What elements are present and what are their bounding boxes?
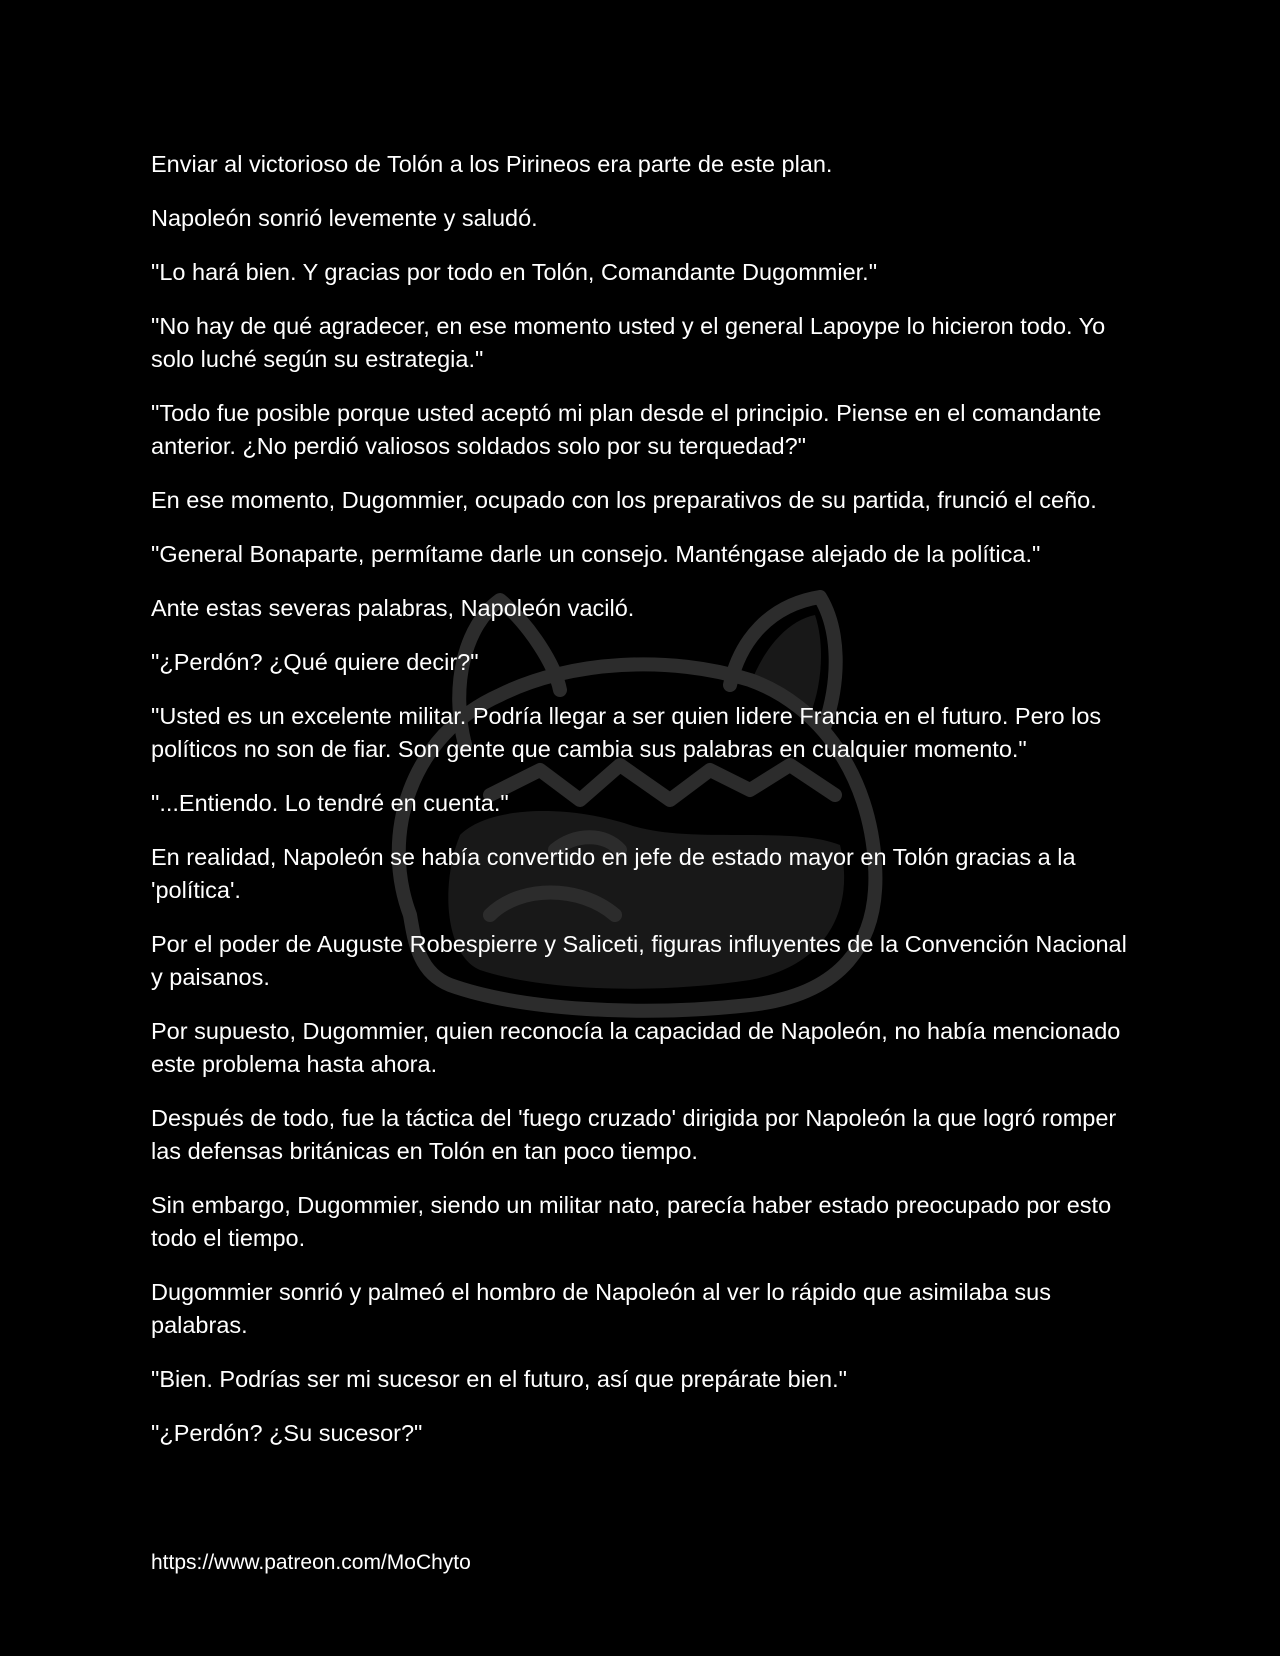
paragraph: En ese momento, Dugommier, ocupado con los preparativos de su partida, frunció el ceño. — [151, 487, 1097, 513]
paragraph: Por supuesto, Dugommier, quien reconocía la capacidad de Napoleón, no había mencionado este problema hasta ahora. — [151, 1018, 1121, 1077]
patreon-link[interactable]: https://www.patreon.com/MoChyto — [151, 1551, 471, 1574]
paragraph: Sin embargo, Dugommier, siendo un militar nato, parecía haber estado preocupado por esto todo el tiempo. — [151, 1192, 1112, 1251]
paragraph: "Lo hará bien. Y gracias por todo en Tolón, Comandante Dugommier." — [151, 259, 878, 285]
paragraph: Después de todo, fue la táctica del 'fuego cruzado' dirigida por Napoleón la que logró romper las defensas británicas en Tolón en tan poco tiempo. — [151, 1105, 1117, 1164]
paragraph: "¿Perdón? ¿Su sucesor?" — [151, 1420, 423, 1446]
paragraph: "No hay de qué agradecer, en ese momento usted y el general Lapoype lo hicieron todo. Yo solo luché según su estrategia." — [151, 313, 1106, 372]
paragraph: "Usted es un excelente militar. Podría llegar a ser quien lidere Francia en el futuro. Pero los políticos no son de fiar. Son gente que cambia sus palabras en cualquier momento." — [151, 703, 1102, 762]
paragraph: "...Entiendo. Lo tendré en cuenta." — [151, 790, 509, 816]
paragraph: "Bien. Podrías ser mi sucesor en el futuro, así que prepárate bien." — [151, 1366, 847, 1392]
paragraph: "General Bonaparte, permítame darle un consejo. Manténgase alejado de la política." — [151, 541, 1041, 567]
paragraph: Ante estas severas palabras, Napoleón vaciló. — [151, 595, 635, 621]
paragraph: Por el poder de Auguste Robespierre y Saliceti, figuras influyentes de la Convención Nacional y paisanos. — [151, 931, 1127, 990]
paragraph: "¿Perdón? ¿Qué quiere decir?" — [151, 649, 479, 675]
paragraph: Dugommier sonrió y palmeó el hombro de Napoleón al ver lo rápido que asimilaba sus palabras. — [151, 1279, 1051, 1338]
paragraph: En realidad, Napoleón se había convertido en jefe de estado mayor en Tolón gracias a la 'política'. — [151, 844, 1076, 903]
paragraph: Enviar al victorioso de Tolón a los Pirineos era parte de este plan. — [151, 151, 833, 177]
document-body — [151, 148, 1141, 1471]
paragraph: Napoleón sonrió levemente y saludó. — [151, 205, 538, 231]
paragraph: "Todo fue posible porque usted aceptó mi plan desde el principio. Piense en el comandante anterior. ¿No perdió valiosos soldados solo por su terquedad?" — [151, 400, 1102, 459]
